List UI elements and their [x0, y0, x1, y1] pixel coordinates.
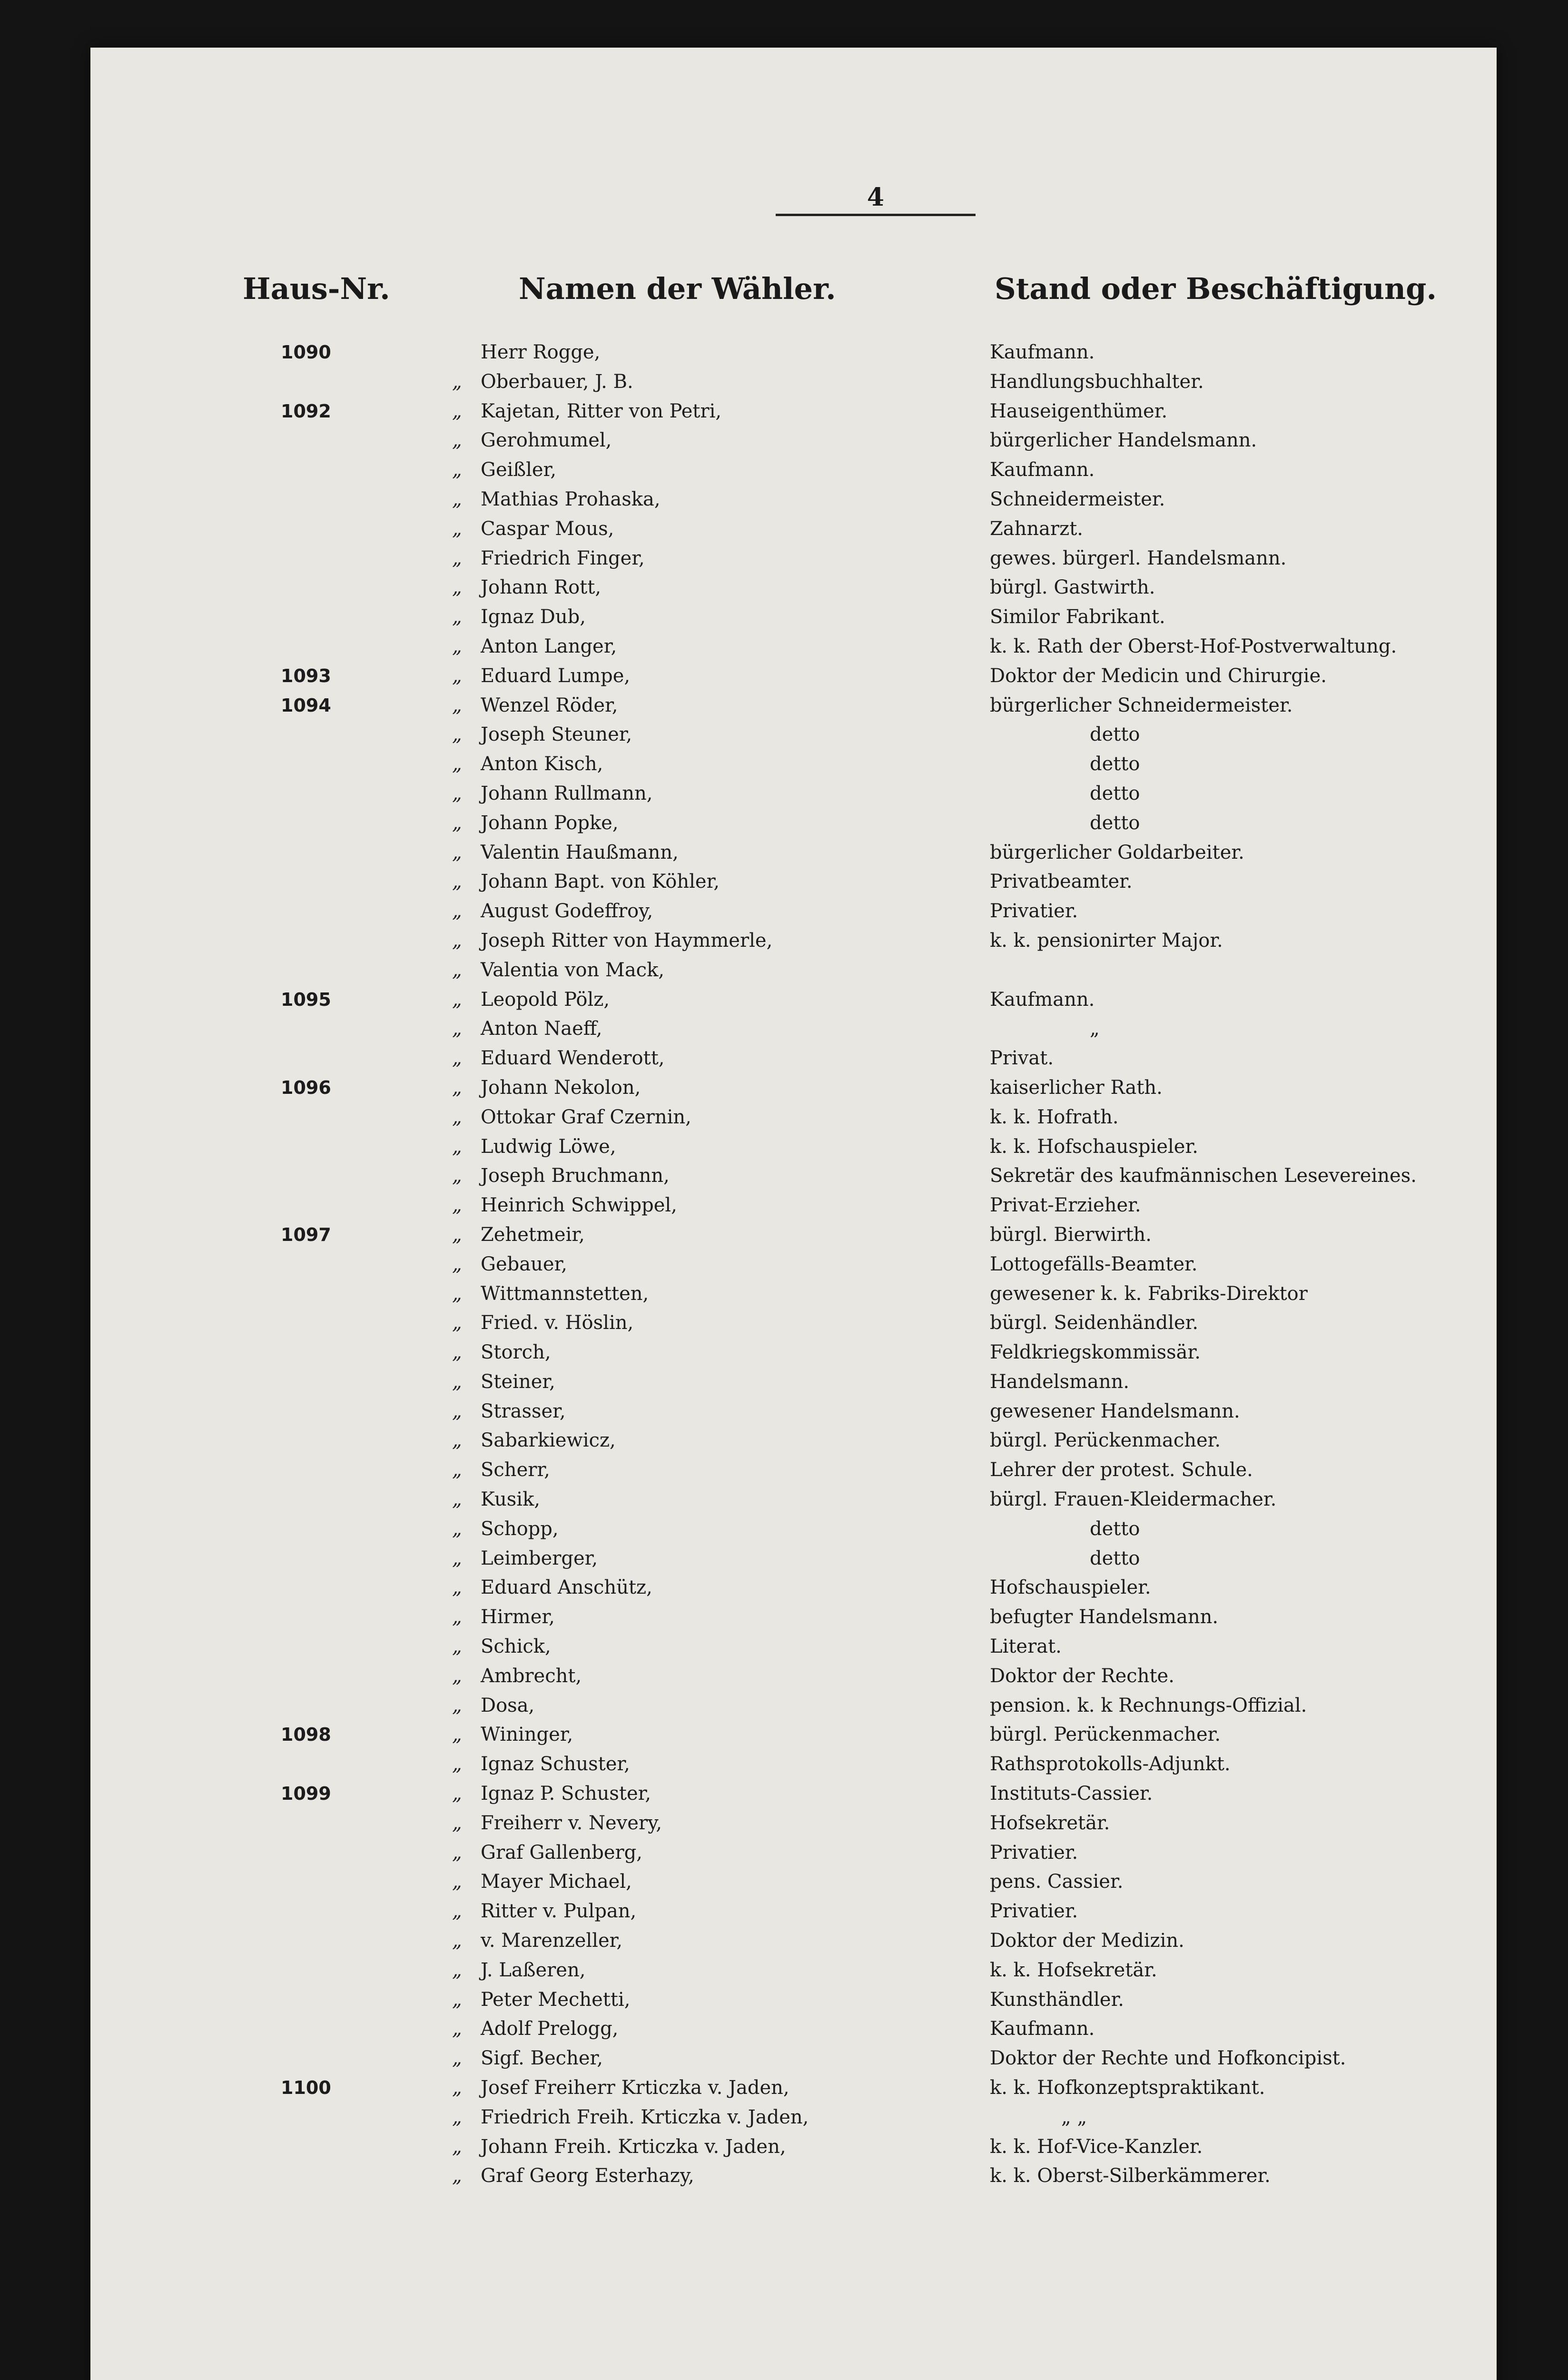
occupation: gewesener k. k. Fabriks-Direktor — [990, 1282, 1308, 1305]
list-item — [90, 1073, 1497, 1103]
list-item — [90, 985, 1497, 1015]
occupation: „ — [1090, 1018, 1100, 1040]
ditto-mark: „ — [452, 1988, 462, 2011]
occupation: Privat. — [990, 1047, 1054, 1070]
occupation: k. k. Hofkonzeptspraktikant. — [990, 2077, 1265, 2099]
list-item — [90, 1103, 1497, 1132]
occupation: bürgl. Frauen-Kleidermacher. — [990, 1488, 1277, 1511]
occupation: bürgl. Perückenmacher. — [990, 1429, 1221, 1452]
ditto-mark: „ — [452, 1488, 462, 1511]
voter-name: Caspar Mous, — [481, 517, 614, 540]
occupation: Feldkriegskommissär. — [990, 1341, 1201, 1364]
list-item — [90, 1456, 1497, 1485]
occupation: Handelsmann. — [990, 1370, 1130, 1393]
list-item — [90, 1161, 1497, 1191]
list-item — [90, 1044, 1497, 1073]
ditto-mark: „ — [452, 1606, 462, 1628]
occupation: bürgl. Perückenmacher. — [990, 1724, 1221, 1746]
occupation: bürgl. Seidenhändler. — [990, 1312, 1199, 1334]
list-item — [90, 926, 1497, 956]
ditto-mark: „ — [452, 1370, 462, 1393]
ditto-mark: „ — [452, 1517, 462, 1540]
list-item — [90, 1809, 1497, 1838]
voter-name: Joseph Steuner, — [481, 724, 632, 746]
voter-name: Schopp, — [481, 1517, 559, 1540]
occupation: Literat. — [990, 1636, 1062, 1658]
ditto-mark: „ — [452, 812, 462, 834]
voter-name: Leopold Pölz, — [481, 988, 610, 1011]
column-header-stand: Stand oder Beschäftigung. — [995, 271, 1437, 306]
occupation: detto — [1090, 782, 1140, 804]
ditto-mark: „ — [452, 1724, 462, 1746]
occupation: Hauseigenthümer. — [990, 400, 1168, 422]
list-item — [90, 867, 1497, 897]
ditto-mark: „ — [452, 1871, 462, 1893]
voter-name: Eduard Wenderott, — [481, 1047, 665, 1070]
voter-name: Josef Freiherr Krticzka v. Jaden, — [481, 2077, 789, 2099]
occupation: k. k. Oberst-Silberkämmerer. — [990, 2165, 1271, 2187]
list-item — [90, 603, 1497, 632]
voter-name: Schick, — [481, 1636, 551, 1658]
ditto-mark: „ — [452, 1018, 462, 1040]
ditto-mark: „ — [452, 2165, 462, 2187]
haus-number: 1099 — [281, 1783, 331, 1805]
ditto-mark: „ — [452, 841, 462, 863]
voter-name: Wininger, — [481, 1724, 573, 1746]
list-item — [90, 1132, 1497, 1162]
ditto-mark: „ — [452, 694, 462, 716]
voter-name: Oberbauer, J. B. — [481, 370, 633, 393]
voter-name: Ignaz Dub, — [481, 606, 586, 628]
ditto-mark: „ — [452, 1930, 462, 1952]
occupation: k. k. Hofrath. — [990, 1106, 1119, 1128]
ditto-mark: „ — [452, 1459, 462, 1481]
voter-name: Anton Naeff, — [481, 1018, 602, 1040]
occupation: Zahnarzt. — [990, 517, 1083, 540]
ditto-mark: „ — [452, 1047, 462, 1070]
occupation: Hofschauspieler. — [990, 1577, 1151, 1599]
voter-name: Mathias Prohaska, — [481, 488, 661, 510]
occupation: Kaufmann. — [990, 988, 1095, 1011]
occupation: bürgerlicher Goldarbeiter. — [990, 841, 1244, 863]
voter-name: Johann Rott, — [481, 576, 602, 599]
ditto-mark: „ — [452, 2106, 462, 2128]
voter-name: Anton Langer, — [481, 635, 617, 657]
ditto-mark: „ — [452, 2135, 462, 2158]
list-item — [90, 1279, 1497, 1309]
ditto-mark: „ — [452, 400, 462, 422]
ditto-mark: „ — [452, 2077, 462, 2099]
voter-name: Ritter v. Pulpan, — [481, 1900, 637, 1923]
list-item — [90, 1926, 1497, 1956]
list-item — [90, 2162, 1497, 2191]
haus-number: 1096 — [281, 1077, 331, 1098]
ditto-mark: „ — [452, 576, 462, 599]
voter-name: Friedrich Freih. Krticzka v. Jaden, — [481, 2106, 809, 2128]
list-item — [90, 367, 1497, 397]
occupation: bürgerlicher Handelsmann. — [990, 429, 1257, 452]
list-item — [90, 1191, 1497, 1220]
column-header-namen: Namen der Wähler. — [519, 271, 836, 306]
ditto-mark: „ — [452, 1577, 462, 1599]
occupation: „ „ — [1061, 2106, 1087, 2128]
occupation: Lottogefälls-Beamter. — [990, 1253, 1198, 1275]
ditto-mark: „ — [452, 429, 462, 452]
voter-name: Dosa, — [481, 1694, 535, 1716]
ditto-mark: „ — [452, 1694, 462, 1716]
ditto-mark: „ — [452, 664, 462, 687]
voter-name: Fried. v. Höslin, — [481, 1312, 634, 1334]
ditto-mark: „ — [452, 1165, 462, 1187]
occupation: Kaufmann. — [990, 459, 1095, 481]
voter-name: Wenzel Röder, — [481, 694, 618, 716]
list-item — [90, 838, 1497, 868]
occupation: Doktor der Rechte und Hofkoncipist. — [990, 2047, 1346, 2070]
voter-name: Eduard Anschütz, — [481, 1577, 652, 1599]
occupation: k. k. Hofsekretär. — [990, 1959, 1157, 1981]
list-item — [90, 1485, 1497, 1515]
list-item — [90, 1603, 1497, 1632]
voter-name: Johann Popke, — [481, 812, 619, 834]
voter-name: Herr Rogge, — [481, 341, 601, 363]
voter-name: Ludwig Löwe, — [481, 1135, 616, 1158]
ditto-mark: „ — [452, 959, 462, 981]
ditto-mark: „ — [452, 1812, 462, 1834]
voter-name: Johann Nekolon, — [481, 1076, 641, 1099]
occupation: Sekretär des kaufmännischen Lesevereines. — [990, 1165, 1417, 1187]
voter-name: Valentin Haußmann, — [481, 841, 679, 863]
voter-name: August Godeffroy, — [481, 900, 653, 922]
ditto-mark: „ — [452, 929, 462, 952]
occupation: detto — [1090, 753, 1140, 775]
haus-number: 1092 — [281, 400, 331, 422]
ditto-mark: „ — [452, 988, 462, 1011]
column-header-haus-nr: Haus-Nr. — [243, 271, 390, 306]
voter-name: Heinrich Schwippel, — [481, 1194, 677, 1217]
occupation: bürgl. Gastwirth. — [990, 576, 1155, 599]
voter-name: Sabarkiewicz, — [481, 1429, 616, 1452]
occupation: Doktor der Medicin und Chirurgie. — [990, 664, 1327, 687]
occupation: detto — [1090, 724, 1140, 746]
list-item — [90, 426, 1497, 456]
ditto-mark: „ — [452, 1400, 462, 1422]
occupation: pens. Cassier. — [990, 1871, 1124, 1893]
voter-name: Sigf. Becher, — [481, 2047, 603, 2070]
list-item — [90, 1897, 1497, 1926]
list-item — [90, 1515, 1497, 1544]
list-item — [90, 897, 1497, 926]
list-item — [90, 2073, 1497, 2103]
haus-number: 1095 — [281, 989, 331, 1010]
page-number: 4 — [776, 183, 976, 216]
list-item — [90, 515, 1497, 544]
ditto-mark: „ — [452, 1429, 462, 1452]
ditto-mark: „ — [452, 606, 462, 628]
ditto-mark: „ — [452, 724, 462, 746]
occupation: Kaufmann. — [990, 2018, 1095, 2040]
voter-name: Joseph Bruchmann, — [481, 1165, 670, 1187]
occupation: k. k. Hof-Vice-Kanzler. — [990, 2135, 1203, 2158]
occupation: Privatier. — [990, 1841, 1078, 1864]
occupation: Handlungsbuchhalter. — [990, 370, 1204, 393]
voter-name: Wittmannstetten, — [481, 1282, 649, 1305]
voter-name: Peter Mechetti, — [481, 1988, 631, 2011]
ditto-mark: „ — [452, 1783, 462, 1805]
occupation: gewes. bürgerl. Handelsmann. — [990, 547, 1287, 569]
voter-name: Valentia von Mack, — [481, 959, 665, 981]
ditto-mark: „ — [452, 900, 462, 922]
ditto-mark: „ — [452, 547, 462, 569]
ditto-mark: „ — [452, 1959, 462, 1981]
document-page — [90, 48, 1497, 2380]
ditto-mark: „ — [452, 1223, 462, 1246]
occupation: Doktor der Medizin. — [990, 1930, 1184, 1952]
voter-name: Geißler, — [481, 459, 557, 481]
voter-name: Johann Freih. Krticzka v. Jaden, — [481, 2135, 786, 2158]
ditto-mark: „ — [452, 517, 462, 540]
ditto-mark: „ — [452, 871, 462, 893]
occupation: gewesener Handelsmann. — [990, 1400, 1240, 1422]
list-item — [90, 1838, 1497, 1868]
list-item — [90, 2014, 1497, 2044]
list-item — [90, 750, 1497, 779]
occupation: k. k. Hofschauspieler. — [990, 1135, 1198, 1158]
list-item — [90, 1573, 1497, 1603]
haus-number: 1098 — [281, 1724, 331, 1745]
voter-name: Leimberger, — [481, 1547, 598, 1569]
ditto-mark: „ — [452, 1841, 462, 1864]
voter-name: Adolf Prelogg, — [481, 2018, 619, 2040]
list-item — [90, 1544, 1497, 1574]
ditto-mark: „ — [452, 1312, 462, 1334]
list-item — [90, 1338, 1497, 1368]
list-item — [90, 1632, 1497, 1662]
voter-name: Joseph Ritter von Haymmerle, — [481, 929, 773, 952]
ditto-mark: „ — [452, 1665, 462, 1687]
voter-name: Johann Rullmann, — [481, 782, 653, 804]
voter-name: Ottokar Graf Czernin, — [481, 1106, 691, 1128]
voter-name: Gebauer, — [481, 1253, 567, 1275]
occupation: Privat-Erzieher. — [990, 1194, 1141, 1217]
haus-number: 1094 — [281, 694, 331, 716]
list-item — [90, 1720, 1497, 1750]
occupation: Privatbeamter. — [990, 871, 1133, 893]
voter-name: Friedrich Finger, — [481, 547, 645, 569]
voter-name: Freiherr v. Nevery, — [481, 1812, 662, 1834]
voter-name: v. Marenzeller, — [481, 1930, 623, 1952]
occupation: pension. k. k Rechnungs-Offizial. — [990, 1694, 1307, 1716]
list-item — [90, 1250, 1497, 1279]
voter-name: Graf Georg Esterhazy, — [481, 2165, 694, 2187]
occupation: bürgerlicher Schneidermeister. — [990, 694, 1293, 716]
occupation: detto — [1090, 812, 1140, 834]
occupation: Schneidermeister. — [990, 488, 1165, 510]
ditto-mark: „ — [452, 753, 462, 775]
ditto-mark: „ — [452, 635, 462, 657]
list-item — [90, 1691, 1497, 1721]
ditto-mark: „ — [452, 1282, 462, 1305]
voter-name: Hirmer, — [481, 1606, 555, 1628]
ditto-mark: „ — [452, 459, 462, 481]
haus-number: 1093 — [281, 665, 331, 686]
list-item — [90, 1014, 1497, 1044]
voter-name: Zehetmeir, — [481, 1223, 585, 1246]
voter-name: Graf Gallenberg, — [481, 1841, 642, 1864]
occupation: Similor Fabrikant. — [990, 606, 1165, 628]
ditto-mark: „ — [452, 1076, 462, 1099]
list-item — [90, 1985, 1497, 2015]
voter-name: Strasser, — [481, 1400, 566, 1422]
voter-name: Kajetan, Ritter von Petri, — [481, 400, 722, 422]
voter-name: Scherr, — [481, 1459, 550, 1481]
voter-name: Eduard Lumpe, — [481, 664, 631, 687]
list-item — [90, 1220, 1497, 1250]
ditto-mark: „ — [452, 782, 462, 804]
list-item — [90, 1867, 1497, 1897]
occupation: Kunsthändler. — [990, 1988, 1124, 2011]
occupation: Kaufmann. — [990, 341, 1095, 363]
occupation: Instituts-Cassier. — [990, 1783, 1153, 1805]
voter-name: Kusik, — [481, 1488, 541, 1511]
list-item — [90, 720, 1497, 750]
voter-name: Mayer Michael, — [481, 1871, 632, 1893]
haus-number: 1097 — [281, 1224, 331, 1245]
list-item — [90, 456, 1497, 485]
ditto-mark: „ — [452, 370, 462, 393]
list-item — [90, 1750, 1497, 1779]
voter-name: J. Laßeren, — [481, 1959, 586, 1981]
occupation: Hofsekretär. — [990, 1812, 1110, 1834]
voter-name: Gerohmumel, — [481, 429, 612, 452]
list-item — [90, 2044, 1497, 2073]
list-item — [90, 632, 1497, 662]
list-item — [90, 662, 1497, 691]
list-item — [90, 1956, 1497, 1985]
occupation: detto — [1090, 1517, 1140, 1540]
list-item — [90, 956, 1497, 985]
occupation: Privatier. — [990, 900, 1078, 922]
ditto-mark: „ — [452, 1135, 462, 1158]
occupation: k. k. pensionirter Major. — [990, 929, 1223, 952]
voter-name: Storch, — [481, 1341, 551, 1364]
list-item — [90, 2103, 1497, 2132]
haus-number: 1100 — [281, 2077, 331, 2099]
list-item — [90, 1779, 1497, 1809]
list-item — [90, 779, 1497, 809]
list-item — [90, 2132, 1497, 2162]
list-item — [90, 1397, 1497, 1427]
list-item — [90, 338, 1497, 367]
voter-name: Anton Kisch, — [481, 753, 603, 775]
list-item — [90, 485, 1497, 515]
ditto-mark: „ — [452, 1900, 462, 1923]
occupation: kaiserlicher Rath. — [990, 1076, 1163, 1099]
occupation: Privatier. — [990, 1900, 1078, 1923]
occupation: befugter Handelsmann. — [990, 1606, 1219, 1628]
ditto-mark: „ — [452, 2047, 462, 2070]
list-item — [90, 1426, 1497, 1456]
occupation: k. k. Rath der Oberst-Hof-Postverwaltung. — [990, 635, 1397, 657]
ditto-mark: „ — [452, 1753, 462, 1775]
voter-name: Johann Bapt. von Köhler, — [481, 871, 720, 893]
list-item — [90, 573, 1497, 603]
ditto-mark: „ — [452, 1636, 462, 1658]
voter-name: Steiner, — [481, 1370, 555, 1393]
occupation: Doktor der Rechte. — [990, 1665, 1174, 1687]
list-item — [90, 809, 1497, 838]
list-item — [90, 397, 1497, 426]
voter-name: Ignaz P. Schuster, — [481, 1783, 651, 1805]
ditto-mark: „ — [452, 1341, 462, 1364]
ditto-mark: „ — [452, 1547, 462, 1569]
occupation: detto — [1090, 1547, 1140, 1569]
ditto-mark: „ — [452, 2018, 462, 2040]
ditto-mark: „ — [452, 1106, 462, 1128]
list-item — [90, 1368, 1497, 1397]
ditto-mark: „ — [452, 488, 462, 510]
haus-number: 1090 — [281, 342, 331, 363]
voter-name: Ambrecht, — [481, 1665, 582, 1687]
list-item — [90, 544, 1497, 574]
list-item — [90, 691, 1497, 721]
voter-name: Ignaz Schuster, — [481, 1753, 630, 1775]
voter-list — [90, 338, 1497, 2191]
occupation: bürgl. Bierwirth. — [990, 1223, 1152, 1246]
list-item — [90, 1662, 1497, 1691]
ditto-mark: „ — [452, 1253, 462, 1275]
occupation: Lehrer der protest. Schule. — [990, 1459, 1253, 1481]
ditto-mark: „ — [452, 1194, 462, 1217]
occupation: Rathsprotokolls-Adjunkt. — [990, 1753, 1231, 1775]
list-item — [90, 1309, 1497, 1338]
